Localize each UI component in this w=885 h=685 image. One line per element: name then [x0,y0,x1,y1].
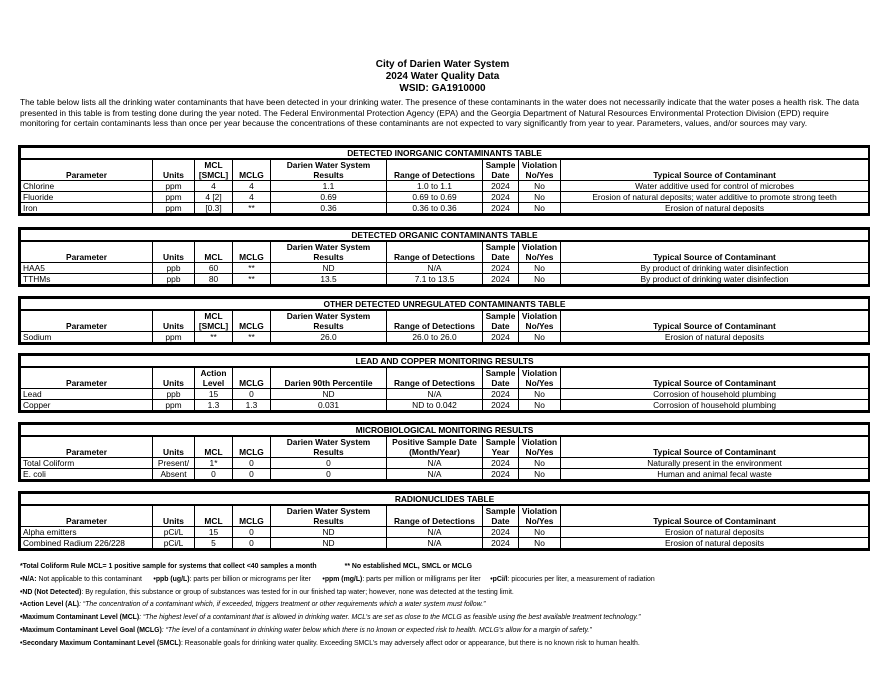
system-id: WSID: GA1910000 [399,83,486,94]
footnote-line-4 [20,599,870,612]
lead-copper-table [18,353,870,413]
nd-term: •ND (Not Detected) [20,588,82,596]
table-cell: ** [233,203,271,214]
table-cell: N/A [387,458,483,469]
table-cell: N/A [387,263,483,274]
footnote-line-3 [20,587,870,600]
column-header: Units [153,505,195,527]
footnote-line-1 [20,561,870,574]
column-header: Parameter [21,310,153,332]
parameter-cell: Total Coliform [21,458,153,469]
table-cell: 2024 [483,203,519,214]
table-cell: Present/ [153,458,195,469]
table-cell: 1.1 [271,181,387,192]
table-cell: 0 [233,538,271,549]
parameter-cell: Iron [21,203,153,214]
column-header: MCL [SMCL] [195,310,233,332]
table-cell: Erosion of natural deposits [561,527,869,538]
column-header: MCLG [233,505,271,527]
footnotes [20,561,870,651]
table-cell: 4 [233,192,271,203]
organic-contaminants-table [18,227,870,287]
table-cell: ** [233,332,271,343]
column-header: Parameter [21,505,153,527]
column-header: Parameter [21,241,153,263]
inorganic-grid [20,147,869,214]
table-cell: 2024 [483,400,519,411]
column-header: Darien Water System Results [271,159,387,181]
nd-definition: : By regulation, this substance or group of substances was tested for in our finished tap water; however, none was detected at the testing limit. [81,588,514,596]
report-subtitle: 2024 Water Quality Data [385,71,500,82]
table-cell: No [519,469,561,480]
column-header: Range of Detections [387,310,483,332]
column-header: Darien Water System Results [271,241,387,263]
table-cell: ppm [153,181,195,192]
column-header: Units [153,241,195,263]
column-header: Sample Date [483,367,519,389]
table-cell: 1* [195,458,233,469]
table-caption: OTHER DETECTED UNREGULATED CONTAMINANTS TABLE [21,299,869,311]
table-row [21,389,869,400]
parameter-cell: Fluoride [21,192,153,203]
column-header: Sample Date [483,310,519,332]
table-row [21,274,869,285]
footnote-line-2 [20,574,870,587]
parameter-cell: Copper [21,400,153,411]
table-cell: 0.69 to 0.69 [387,192,483,203]
column-header: Typical Source of Contaminant [561,241,869,263]
leadcopper-grid [20,355,869,411]
table-cell: 15 [195,389,233,400]
table-cell: Absent [153,469,195,480]
column-header: Units [153,367,195,389]
table-cell: No [519,389,561,400]
organic-grid [20,229,869,285]
mcl-term: •Maximum Contaminant Level (MCL) [20,614,140,622]
inorganic-contaminants-table [18,145,870,216]
table-cell: 2024 [483,458,519,469]
table-cell: 2024 [483,181,519,192]
table-cell: Water additive used for control of microbes [561,181,869,192]
table-cell: 7.1 to 13.5 [387,274,483,285]
table-cell: ** [233,263,271,274]
table-cell: 60 [195,263,233,274]
table-cell: N/A [387,527,483,538]
parameter-cell: HAA5 [21,263,153,274]
column-header: MCL [195,436,233,458]
table-cell: ND to 0.042 [387,400,483,411]
table-cell: No [519,181,561,192]
column-header: Range of Detections [387,367,483,389]
coliform-rule-note: *Total Coliform Rule MCL= 1 positive sample for systems that collect <40 samples a month [20,563,317,570]
unregulated-contaminants-table [18,296,870,345]
footnote-line-5 [20,612,870,625]
table-cell: No [519,263,561,274]
smcl-definition: : Reasonable goals for drinking water quality. Exceeding SMCL’s may adversely affect odor or appearance, but there is no known risk to human health. [180,639,640,647]
table-cell: pCi/L [153,538,195,549]
table-row [21,458,869,469]
table-cell: 26.0 [271,332,387,343]
table-cell: No [519,538,561,549]
pci-definition: : picocuries per liter, a measurement of radiation [507,575,655,583]
parameter-cell: Chlorine [21,181,153,192]
na-definition: Not applicable to this contaminant [36,575,142,583]
table-row [21,332,869,343]
table-cell: 0 [233,389,271,400]
table-cell: ppm [153,192,195,203]
table-cell: 80 [195,274,233,285]
table-cell: 0 [271,458,387,469]
table-row [21,192,869,203]
column-header: Range of Detections [387,241,483,263]
column-header: Violation No/Yes [519,505,561,527]
table-cell: ppm [153,203,195,214]
table-cell: Corrosion of household plumbing [561,389,869,400]
column-header: Violation No/Yes [519,436,561,458]
table-cell: 4 [195,181,233,192]
table-cell: 4 [2] [195,192,233,203]
table-cell: pCi/L [153,527,195,538]
table-cell: No [519,274,561,285]
table-cell: [0.3] [195,203,233,214]
table-cell: 2024 [483,527,519,538]
table-row [21,469,869,480]
table-cell: ppm [153,400,195,411]
radio-grid [20,493,869,549]
table-cell: 0 [271,469,387,480]
column-header: Sample Date [483,241,519,263]
mclg-definition: : “The level of a contaminant in drinking water below which there is no known or expected risk to health. MCLG’s allow for a margin of safety.” [161,626,592,634]
parameter-cell: E. coli [21,469,153,480]
table-cell: Corrosion of household plumbing [561,400,869,411]
column-header: Parameter [21,367,153,389]
ppm-definition: : parts per million or milligrams per liter [362,575,481,583]
table-caption: LEAD AND COPPER MONITORING RESULTS [21,356,869,368]
column-header: Typical Source of Contaminant [561,367,869,389]
footnote-line-6 [20,625,870,638]
table-row [21,263,869,274]
unregulated-grid [20,298,869,343]
column-header: Violation No/Yes [519,241,561,263]
table-cell: 4 [233,181,271,192]
column-header: Parameter [21,159,153,181]
column-header: Typical Source of Contaminant [561,310,869,332]
na-term: •N/A: [20,575,37,583]
action-level-term: •Action Level (AL) [20,601,80,609]
table-caption: DETECTED ORGANIC CONTAMINANTS TABLE [21,230,869,242]
column-header: Violation No/Yes [519,310,561,332]
table-cell: 2024 [483,192,519,203]
table-caption: DETECTED INORGANIC CONTAMINANTS TABLE [21,148,869,160]
column-header: Darien Water System Results [271,436,387,458]
column-header: Typical Source of Contaminant [561,159,869,181]
table-cell: No [519,203,561,214]
column-header: MCLG [233,241,271,263]
table-row [21,181,869,192]
ppm-term: •ppm (mg/L) [322,575,363,583]
column-header: MCLG [233,367,271,389]
table-cell: No [519,192,561,203]
table-cell: Erosion of natural deposits; water additive to promote strong teeth [561,192,869,203]
table-cell: ND [271,389,387,400]
table-cell: 1.3 [195,400,233,411]
column-header: Darien Water System Results [271,310,387,332]
mcl-definition: : “The highest level of a contaminant that is allowed in drinking water. MCL’s are set as close to the MCLG as feasible using the best available treatment technology.” [139,614,641,622]
table-cell: Erosion of natural deposits [561,538,869,549]
table-cell: Human and animal fecal waste [561,469,869,480]
table-cell: 0 [195,469,233,480]
column-header: Range of Detections [387,505,483,527]
table-cell: 13.5 [271,274,387,285]
table-cell: By product of drinking water disinfection [561,263,869,274]
table-cell: 0.36 to 0.36 [387,203,483,214]
ppb-term: •ppb (ug/L) [153,575,190,583]
table-cell: 0.69 [271,192,387,203]
table-cell: ND [271,538,387,549]
column-header: MCL [195,241,233,263]
table-cell: ND [271,263,387,274]
table-cell: ** [195,332,233,343]
table-cell: Erosion of natural deposits [561,203,869,214]
table-cell: 1.3 [233,400,271,411]
table-cell: 2024 [483,263,519,274]
table-cell: ND [271,527,387,538]
table-cell: 26.0 to 26.0 [387,332,483,343]
table-cell: ppm [153,332,195,343]
table-cell: No [519,332,561,343]
no-established-note: ** No established MCL, SMCL or MCLG [344,563,472,570]
parameter-cell: TTHMs [21,274,153,285]
table-cell: ppb [153,274,195,285]
table-row [21,527,869,538]
column-header: Typical Source of Contaminant [561,436,869,458]
parameter-cell: Sodium [21,332,153,343]
column-header: MCLG [233,159,271,181]
column-header: Units [153,436,195,458]
table-cell: ppb [153,389,195,400]
microbiological-table [18,422,870,482]
table-cell: 15 [195,527,233,538]
column-header: Units [153,159,195,181]
table-cell: 2024 [483,538,519,549]
table-cell: Erosion of natural deposits [561,332,869,343]
column-header: MCL [195,505,233,527]
ppb-definition: : parts per billion or micrograms per liter [189,575,311,583]
column-header: Typical Source of Contaminant [561,505,869,527]
table-cell: 2024 [483,274,519,285]
table-cell: ppb [153,263,195,274]
table-cell: 0.36 [271,203,387,214]
column-header: MCLG [233,310,271,332]
table-cell: 2024 [483,469,519,480]
parameter-cell: Lead [21,389,153,400]
table-cell: 0 [233,458,271,469]
column-header: Darien Water System Results [271,505,387,527]
intro-paragraph: The table below lists all the drinking water contaminants that have been detected in your drinking water. The presence of these contaminants in the water does not necessarily indicate that the water poses a health risk. The data presented in this table is from testing done during the year noted. The Federal Environmental Protection Agency (EPA) and the Georgia Department of Natural Resources Environmental Protection Division (EPD) require monitoring for certain contaminants less than once per year because the concentrations of these contaminants are not expected to vary significantly from year to year. Parameters, values, and/or sources may vary. [20,97,860,129]
table-cell: N/A [387,469,483,480]
table-caption: RADIONUCLIDES TABLE [21,494,869,506]
column-header: Sample Date [483,505,519,527]
table-cell: 2024 [483,332,519,343]
table-row [21,203,869,214]
micro-grid [20,424,869,480]
table-cell: No [519,458,561,469]
column-header: Action Level [195,367,233,389]
parameter-cell: Combined Radium 226/228 [21,538,153,549]
table-row [21,538,869,549]
table-cell: No [519,400,561,411]
smcl-term: •Secondary Maximum Contaminant Level (SMCL) [20,639,181,647]
table-caption: MICROBIOLOGICAL MONITORING RESULTS [21,425,869,437]
column-header: Sample Year [483,436,519,458]
table-cell: 5 [195,538,233,549]
table-row [21,400,869,411]
radionuclides-table [18,491,870,551]
column-header: Positive Sample Date (Month/Year) [387,436,483,458]
table-cell: ** [233,274,271,285]
footnote-line-7 [20,638,870,651]
table-cell: 1.0 to 1.1 [387,181,483,192]
mclg-term: •Maximum Contaminant Level Goal (MCLG) [20,626,162,634]
table-cell: 0 [233,527,271,538]
parameter-cell: Alpha emitters [21,527,153,538]
table-cell: N/A [387,389,483,400]
column-header: Parameter [21,436,153,458]
column-header: Violation No/Yes [519,367,561,389]
table-cell: 2024 [483,389,519,400]
report-title: City of Darien Water System [375,59,510,70]
table-cell: No [519,527,561,538]
table-cell: 0.031 [271,400,387,411]
column-header: Violation No/Yes [519,159,561,181]
column-header: MCL [SMCL] [195,159,233,181]
column-header: Range of Detections [387,159,483,181]
column-header: Sample Date [483,159,519,181]
table-cell: By product of drinking water disinfection [561,274,869,285]
column-header: Units [153,310,195,332]
column-header: Darien 90th Percentile [271,367,387,389]
table-cell: N/A [387,538,483,549]
column-header: MCLG [233,436,271,458]
table-cell: Naturally present in the environment [561,458,869,469]
action-level-definition: : “The concentration of a contaminant which, if exceeded, triggers treatment or other requirements which a water system must follow.” [79,601,486,609]
pci-term: •pCi/l [490,575,508,583]
table-cell: 0 [233,469,271,480]
